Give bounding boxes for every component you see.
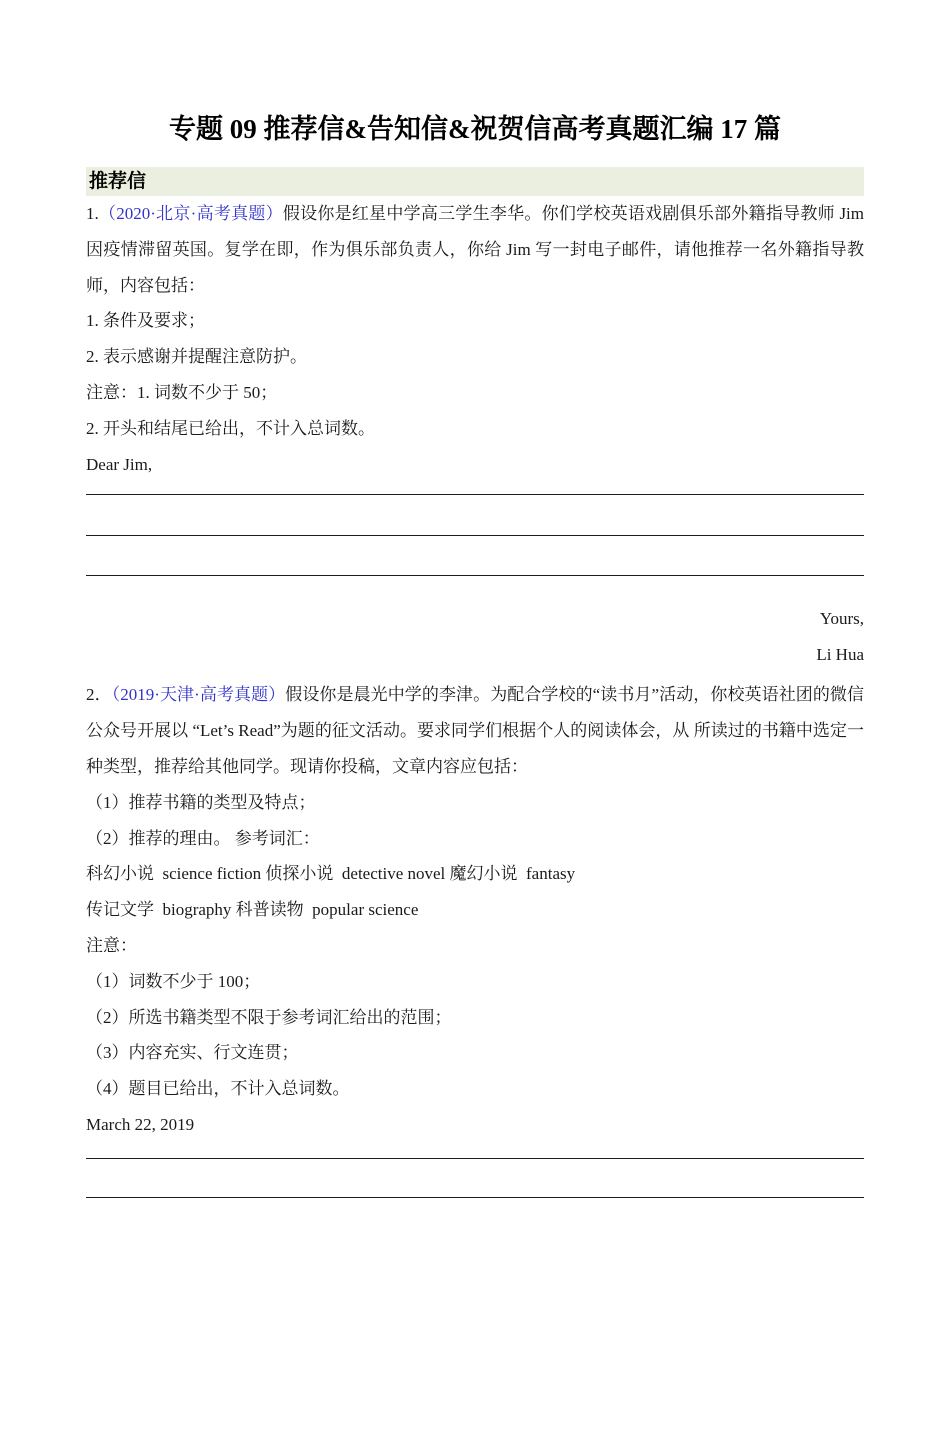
question-2-point: （1）推荐书籍的类型及特点； (86, 792, 316, 812)
question-2-vocab: 科幻小说 science fiction 侦探小说 detective novel 魔幻小说 fantasy (86, 864, 576, 884)
question-2-note: （1）词数不少于 100； (86, 971, 261, 991)
question-1-point: 2. 表示感谢并提醒注意防护。 (86, 347, 307, 367)
question-2-note: （2）所选书籍类型不限于参考词汇给出的范围； (86, 1007, 452, 1027)
question-1-note: 2. 开头和结尾已给出，不计入总词数。 (86, 418, 375, 438)
question-2-citation: （2019·天津·高考真题） (111, 685, 286, 705)
question-2-notes-label: 注意： (86, 936, 137, 956)
document-page (86, 112, 864, 1198)
question-2-intro-text: 假设你是晨光中学的李津。为配合学校的“读书月”活动，你校英语社团的微信 公众号开展以 “Let’s Read”为题的征文活动。要求同学们根据个人的阅读体会，从 所读过的书籍中选定一种类型，推荐给其他同学。现请你投稿，文章内容应包括： (86, 685, 864, 777)
question-1-intro (86, 196, 864, 303)
question-1-note: 注意：1. 词数不少于 50； (86, 382, 278, 402)
answer-line (86, 1143, 864, 1160)
question-2-point: （2）推荐的理由。 参考词汇： (86, 828, 320, 848)
answer-line (86, 536, 864, 577)
question-2-date: March 22, 2019 (86, 1115, 195, 1135)
question-1-number: 1. (86, 204, 99, 223)
answer-line (86, 1159, 864, 1198)
question-1-closing: Yours, (819, 608, 864, 628)
question-1-citation: （2020·北京·高考真题） (98, 204, 283, 223)
question-2-note: （4）题目已给出，不计入总词数。 (86, 1079, 350, 1099)
question-1-salutation: Dear Jim, (86, 454, 153, 474)
answer-line (86, 482, 864, 495)
question-1-intro-text: 假设你是红星中学高三学生李华。你们学校英语戏剧俱乐部外籍指导教师 Jim 因疫情滞留英国。复学在即，作为俱乐部负责人，你给 Jim 写一封电子邮件，请他推荐一名外籍指导教师，内容包括： (86, 204, 865, 295)
page-title: 专题 09 推荐信&告知信&祝贺信高考真题汇编 17 篇 (169, 114, 781, 144)
question-1-signature: Li Hua (816, 644, 864, 664)
question-2-intro (86, 677, 864, 784)
question-2-number: 2． (86, 685, 112, 705)
answer-line (86, 495, 864, 536)
question-1-point: 1. 条件及要求； (86, 311, 205, 331)
question-2-vocab: 传记文学 biography 科普读物 popular science (86, 900, 419, 920)
question-2-note: （3）内容充实、行文连贯； (86, 1043, 299, 1063)
section-header-recommendation-letter: 推荐信 (86, 167, 864, 196)
